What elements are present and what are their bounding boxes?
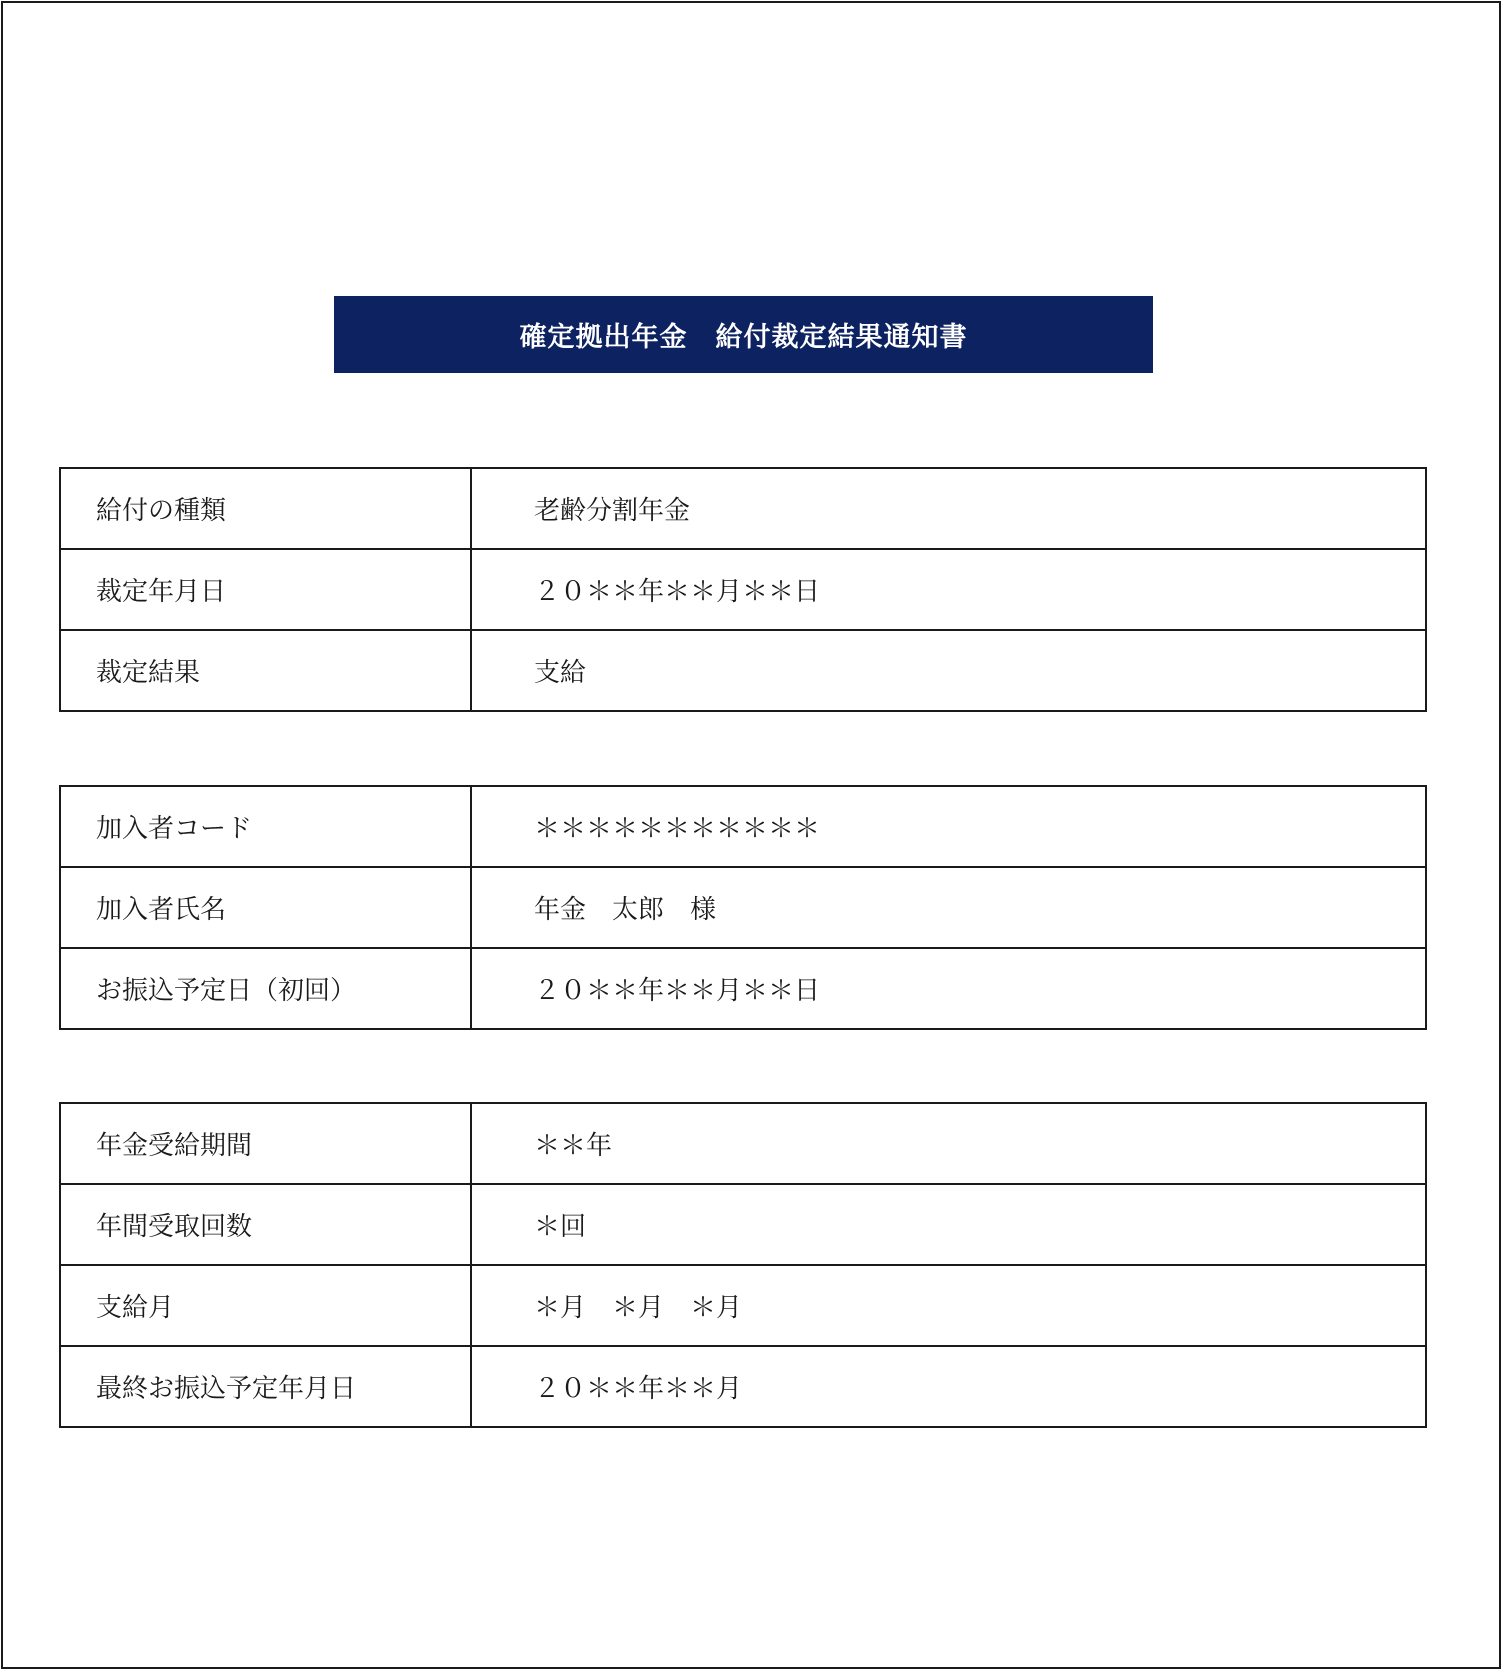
decision-result-value: 支給 bbox=[471, 630, 1426, 711]
annual-payments-value: ＊回 bbox=[471, 1184, 1426, 1265]
table-row bbox=[60, 549, 1426, 630]
member-name-value: 年金 太郎 様 bbox=[471, 867, 1426, 948]
final-transfer-date-value: ２０＊＊年＊＊月 bbox=[471, 1346, 1426, 1427]
title-banner bbox=[334, 296, 1153, 373]
payment-months-label: 支給月 bbox=[60, 1265, 471, 1346]
table-row bbox=[60, 1184, 1426, 1265]
table-row bbox=[60, 1346, 1426, 1427]
decision-date-label: 裁定年月日 bbox=[60, 549, 471, 630]
payment-months-value: ＊月 ＊月 ＊月 bbox=[471, 1265, 1426, 1346]
final-transfer-date-label: 最終お振込予定年月日 bbox=[60, 1346, 471, 1427]
member-name-label: 加入者氏名 bbox=[60, 867, 471, 948]
benefit-type-value: 老齢分割年金 bbox=[471, 468, 1426, 549]
table-row bbox=[60, 867, 1426, 948]
decision-result-label: 裁定結果 bbox=[60, 630, 471, 711]
document-title: 確定拠出年金 給付裁定結果通知書 bbox=[519, 322, 968, 353]
table-row bbox=[60, 468, 1426, 549]
member-code-value: ＊＊＊＊＊＊＊＊＊＊＊ bbox=[471, 786, 1426, 867]
member-code-label: 加入者コード bbox=[60, 786, 471, 867]
payment-schedule-table bbox=[59, 1102, 1427, 1428]
pension-period-value: ＊＊年 bbox=[471, 1103, 1426, 1184]
benefit-type-label: 給付の種類 bbox=[60, 468, 471, 549]
first-transfer-date-label: お振込予定日（初回） bbox=[60, 948, 471, 1029]
decision-date-value: ２０＊＊年＊＊月＊＊日 bbox=[471, 549, 1426, 630]
table-row bbox=[60, 786, 1426, 867]
table-row bbox=[60, 1103, 1426, 1184]
member-info-table bbox=[59, 785, 1427, 1030]
annual-payments-label: 年間受取回数 bbox=[60, 1184, 471, 1265]
first-transfer-date-value: ２０＊＊年＊＊月＊＊日 bbox=[471, 948, 1426, 1029]
table-row bbox=[60, 630, 1426, 711]
table-row bbox=[60, 1265, 1426, 1346]
pension-period-label: 年金受給期間 bbox=[60, 1103, 471, 1184]
table-row bbox=[60, 948, 1426, 1029]
decision-info-table bbox=[59, 467, 1427, 712]
